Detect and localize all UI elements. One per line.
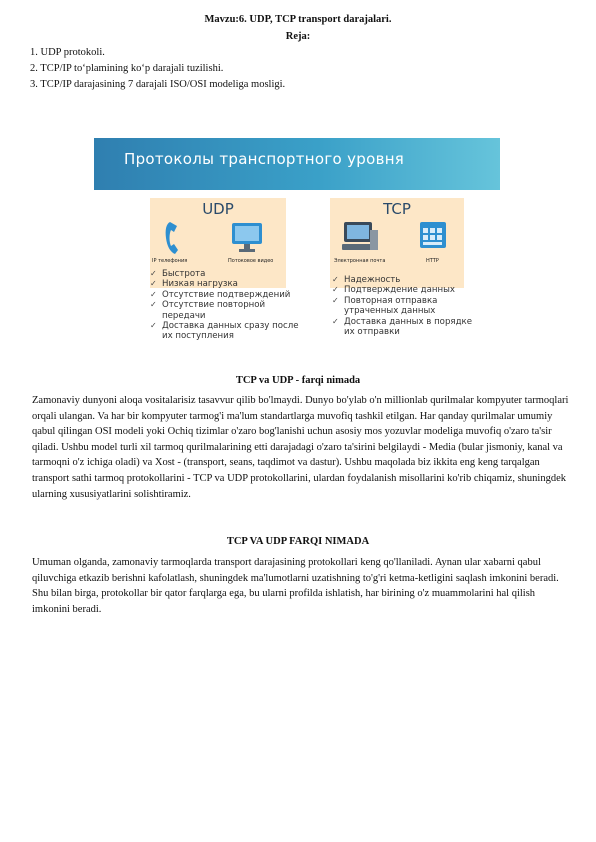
tcp-panel-title: TCP [383,200,411,218]
tcp-feature: ✓ Повторная отправка утраченных данных [332,296,482,317]
udp-caption-streaming-video: Потоковое видео [228,258,274,264]
udp-caption-ip-telephony: IP телефония [152,258,188,264]
plan-item-2: 2. TCP/IP to‘plamining ko‘p darajali tuzilishi. [30,63,224,74]
udp-feature: ✓ Быстрота [150,269,310,279]
computer-email-icon [340,220,380,254]
slide-title: Протоколы транспортного уровня [124,150,405,168]
tcp-caption-http: HTTP [426,258,439,264]
topic-title: Mavzu:6. UDP, TCP transport darajalari. [204,14,392,25]
plan-item-1: 1. UDP protokoli. [30,47,105,58]
section-heading: TCP VA UDP FARQI NIMADA [226,536,370,547]
udp-feature: ✓ Доставка данных сразу после их поступления [150,321,310,342]
tcp-caption-email: Электронная почта [334,258,386,264]
tcp-feature: ✓ Надежность [332,275,482,285]
monitor-icon [230,220,264,254]
udp-panel-title: UDP [202,200,234,218]
body-paragraph-1: Zamonaviy dunyoni aloqa vositalarisiz tasavvur qilib bo'lmaydi. Dunyo bo'ylab o'n millionlab qurilmalar kompyuter tarmoqlari orqali ulangan. Va har bir kompyuter tarmog'i ma'lum standartlarga muvofiq tashkil etilgan. Har qanday qurilmalar umumiy qabul qilingan OSI modeli yoki Ochiq tizimlar o'zaro bog'lanishi uchun asosiy mos yozuvlar modeliga muvofiq o'zaro ta'sir qiladi. Ushbu model turli xil tarmoq qurilmalarining etti darajadagi o'zaro ta'sirini belgilaydi - Media (bular jismoniy, kanal va tarmoqni o'z ichiga oladi) va Xost - (transport, seans, taqdimot va dastur). Ushbu maqolada biz ikkita eng keng tarqalgan transport sathi tarmoq protokollarini - TCP va UDP protokollarini, ulardan foydalanish misollarini ko'rib chiqamiz, shuningdek ularning xususiyatlarini solishtiramiz. [32,395,569,500]
body-paragraph-2: Umuman olganda, zamonaviy tarmoqlarda transport darajasining protokollari keng qo'llaniladi. Aynan ular xabarni qabul qiluvchiga etkazib berishni kafolatlash, shuningdek ma'lumotlarni uzatishning to'g'ri ketma-ketligini saqlash imkonini beradi. Shu bilan birga, protokollar bir qator farqlarga ega, bu ularni profilda ishlatish, har birining o'z muammolarini hal qilish imkonini beradi. [32,557,559,615]
phone-icon [164,220,186,256]
udp-feature: ✓ Отсутствие повторной передачи [150,300,310,321]
udp-feature: ✓ Отсутствие подтверждений [150,290,310,300]
tcp-feature: ✓ Доставка данных в порядке их отправки [332,317,482,338]
tcp-feature-list [332,275,482,337]
plan-heading: Reja: [285,31,311,42]
udp-feature: ✓ Низкая нагрузка [150,279,310,289]
browser-grid-icon [418,220,448,250]
protocols-slide-figure [94,120,500,362]
plan-item-3: 3. TCP/IP darajasining 7 darajali ISO/OSI modeliga mosligi. [30,79,286,90]
tcp-feature: ✓ Подтверждение данных [332,285,482,295]
figure-caption: TCP va UDP - farqi nimada [235,375,361,386]
udp-feature-list [150,269,310,342]
